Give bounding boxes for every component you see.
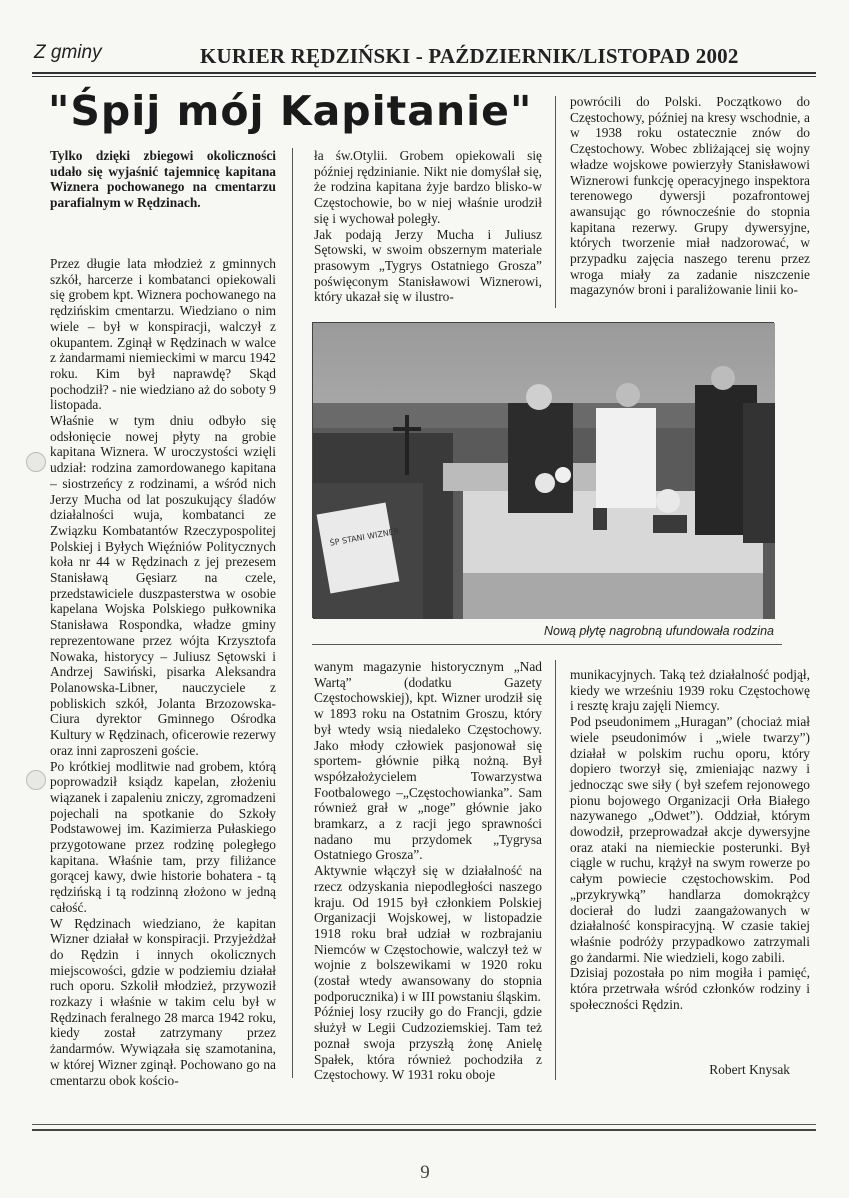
article-column-3-bottom: munikacyjnych. Taką też działalność podjął, kiedy we wrześniu 1939 roku Częstochowę i resztę kraju zajęli Niemcy. Pod pseudonimem „Huragan” (chociaż miał wiele pseudonimów i „wiele twarzy”) działał w polskim ruchu oporu, który dopiero tworzył się, zmieniając nazwy i jednocząc swe siły ( był szefem rejonowego pionu bojowego Organizacji Orła Białego nazywanego „Odwet”). Oddział, którym dowodził, przeprowadzał akcje dywersyjne oraz ataki na niemieckie posterunki. Był ciągle w ruchu, krążył na swym rowerze po całym powiecie częstochowskim. Pod „przykrywką” handlarza domokrążcy docierał do ludzi zaangażowanych w działalność konspiracyjną. W czasie takiej właśnie podróży przypadkowo zatrzymali go żandarmi. Nie wiedzieli, kogo zabili. Dzisiaj pozostała po nim mogiła i pamięć, która przetrwała wśród członków rodziny i społeczności Rędzin. (570, 667, 810, 1012)
article-author: Robert Knysak (709, 1062, 790, 1077)
article-column-3-top: powrócili do Polski. Początkowo do Częstochowy, później na kresy wschodnie, a w 1938 roku ostatecznie znów do Częstochowy. Wobec zbliżającej się wojny władze wojskowe powierzyły Stanisławowi Wiznerowi funkcję operacyjnego inspektora terenowego dywersji pozafrontowej awansując go równocześnie do stopnia kapitana rezerwy. Grupy dywersyjne, których tworzenie miał nadzorować, w przypadku zajęcia naszego terenu przez wroga miały za zadanie niszczenie magazynów broni i paraliżowanie linii ko- (570, 94, 810, 298)
column-divider (555, 660, 556, 1080)
footer-rule (32, 1129, 816, 1131)
header-rule (32, 72, 816, 74)
header-rule-thin (32, 76, 816, 77)
cemetery-photo-image (313, 323, 775, 619)
caption-rule (312, 644, 782, 645)
plaque-text: ŚP STANI WIZNER (328, 526, 400, 548)
photo-caption: Nową płytę nagrobną ufundowała rodzina (543, 624, 774, 638)
cemetery-photo (312, 322, 774, 618)
article-headline: "Śpij mój Kapitanie" (48, 87, 533, 135)
masthead: KURIER RĘDZIŃSKI - PAŹDZIERNIK/LISTOPAD 2002 (200, 44, 739, 68)
footer-rule-thin (32, 1124, 816, 1125)
punch-hole (26, 770, 46, 790)
article-column-2-bottom: wanym magazynie historycznym „Nad Wartą” (dodatku Gazety Częstochowskiej), kpt. Wizner urodził się w 1893 roku na Ostatnim Groszu, który był wtedy wsią niedaleko Częstochowy. Jako młody człowiek pasjonował się sportem- głównie piłką nożną. Był współzałożycielem Towarzystwa Footbalowego –„Częstochowianka”. Sam również grał w „noge” głównie jako bramkarz, a z racji jego sprawności nadano mu przydomek „Tygrysa Ostatniego Grosza”. Aktywnie włączył się w działalność na rzecz odzyskania niepodległości naszego kraju. Od 1915 był członkiem Polskiej Organizacji Wojskowej, w listopadzie 1918 roku brał udział w rozbrajaniu Niemców w Częstochowie, walczył też w wojnie z bolszewikami w 1920 roku (został wtedy awansowany do stopnia podporucznika) i w III powstaniu śląskim. Później losy rzuciły go do Francji, gdzie służył w Legii Cudzoziemskiej. Tam też poznał swoja przyszłą żonę Anielę Spałek, która również pochodziła z Częstochowy. W 1931 roku oboje (314, 659, 542, 1083)
article-column-2-top: ła św.Otylii. Grobem opiekowali się później rędzinianie. Nikt nie domyślał się, że rodzina kapitana żyje bardzo blisko-w Częstochowie, bo w niej właśnie urodził się i wychował poległy. Jak podają Jerzy Mucha i Juliusz Sętowski, w swoim obszernym materiale prasowym „Tygrys Ostatniego Grosza” poświęconym Stanisławowi Wiznerowi, który ukazał się w ilustro- (314, 148, 542, 305)
column-divider (555, 96, 556, 308)
section-label: Z gminy (34, 42, 102, 63)
page-number: 9 (420, 1162, 430, 1183)
punch-hole (26, 452, 46, 472)
article-lead: Tylko dzięki zbiegowi okoliczności udało się wyjaśnić tajemnicę kapitana Wiznera pochowanego na cmentarzu parafialnym w Rędzinach. (50, 148, 276, 211)
column-divider (292, 148, 293, 1078)
article-column-1: Przez długie lata młodzież z gminnych szkół, harcerze i kombatanci opiekowali się grobem kpt. Wiznera pochowanego na rędzińskim cmentarzu. Wiedziano o nim wiele – był w konspiracji, walczył z okupantem. Zginął w Rędzinach w walce z żandarmami niemieckimi w marcu 1942 roku. Kim był naprawdę? Skąd pochodził? - nie wiedziano aż do soboty 9 listopada. Właśnie w tym dniu odbyło się odsłonięcie nowej płyty na grobie kapitana Wiznera. W uroczystości wzięli udział: rodzina zamordowanego kapitana – siostrzeńcy z rodzinami, a wśród nich Jerzy Mucha od lat poszukujący śladów działalności wuja, kombatanci ze Związku Kombatantów Rzeczypospolitej Polskiej i Byłych Więźniów Politycznych koła nr 44 w Rędzinach z jej prezesem Stanisławą Gęsiarz na czele, przedstawiciele duszpasterstwa w osobie kapelana Wojska Polskiego pułkownika Stanisława Rospondka, władze gminy reprezentowane przez wójta Krzysztofa Nowaka, historycy – Juliusz Sętowski i Andrzej Sawiński, pisarka Aleksandra Polanowska-Libner, nauczyciele z pobliskich szkół, Jolanta Brzozowska-Ciura dyrektor Gminnego Ośrodka Kultury w Rędzinach, oficerowie rezerwy oraz inni zaproszeni goście. Po krótkiej modlitwie nad grobem, którą poprowadził ksiądz kapelan, złożeniu wiązanek i zapaleniu zniczy, zgromadzeni pojechali na spotkanie do Szkoły Podstawowej im. Kazimierza Pułaskiego przygotowane przez rodzinę poległego kapitana. Właśnie tam, przy filiżance gorącej kawy, dwie historie bohatera - tą rędzińską i tą rodzinną złożono w jedną całość. W Rędzinach wiedziano, że kapitan Wizner działał w konspiracji. Przyjeżdżał do Rędzin i innych okolicznych miejscowości, gdzie w podziemiu działał ruch oporu. Szkolił młodzież, przywoził rozkazy i właśnie w takim celu był w Rędzinach feralnego 28 marca 1942 roku, kiedy został zatrzymany przez żandarmów. Wywiązała się szamotanina, w której Wizner zginął. Pochowano go na cmentarzu obok kościo- (50, 256, 276, 1088)
